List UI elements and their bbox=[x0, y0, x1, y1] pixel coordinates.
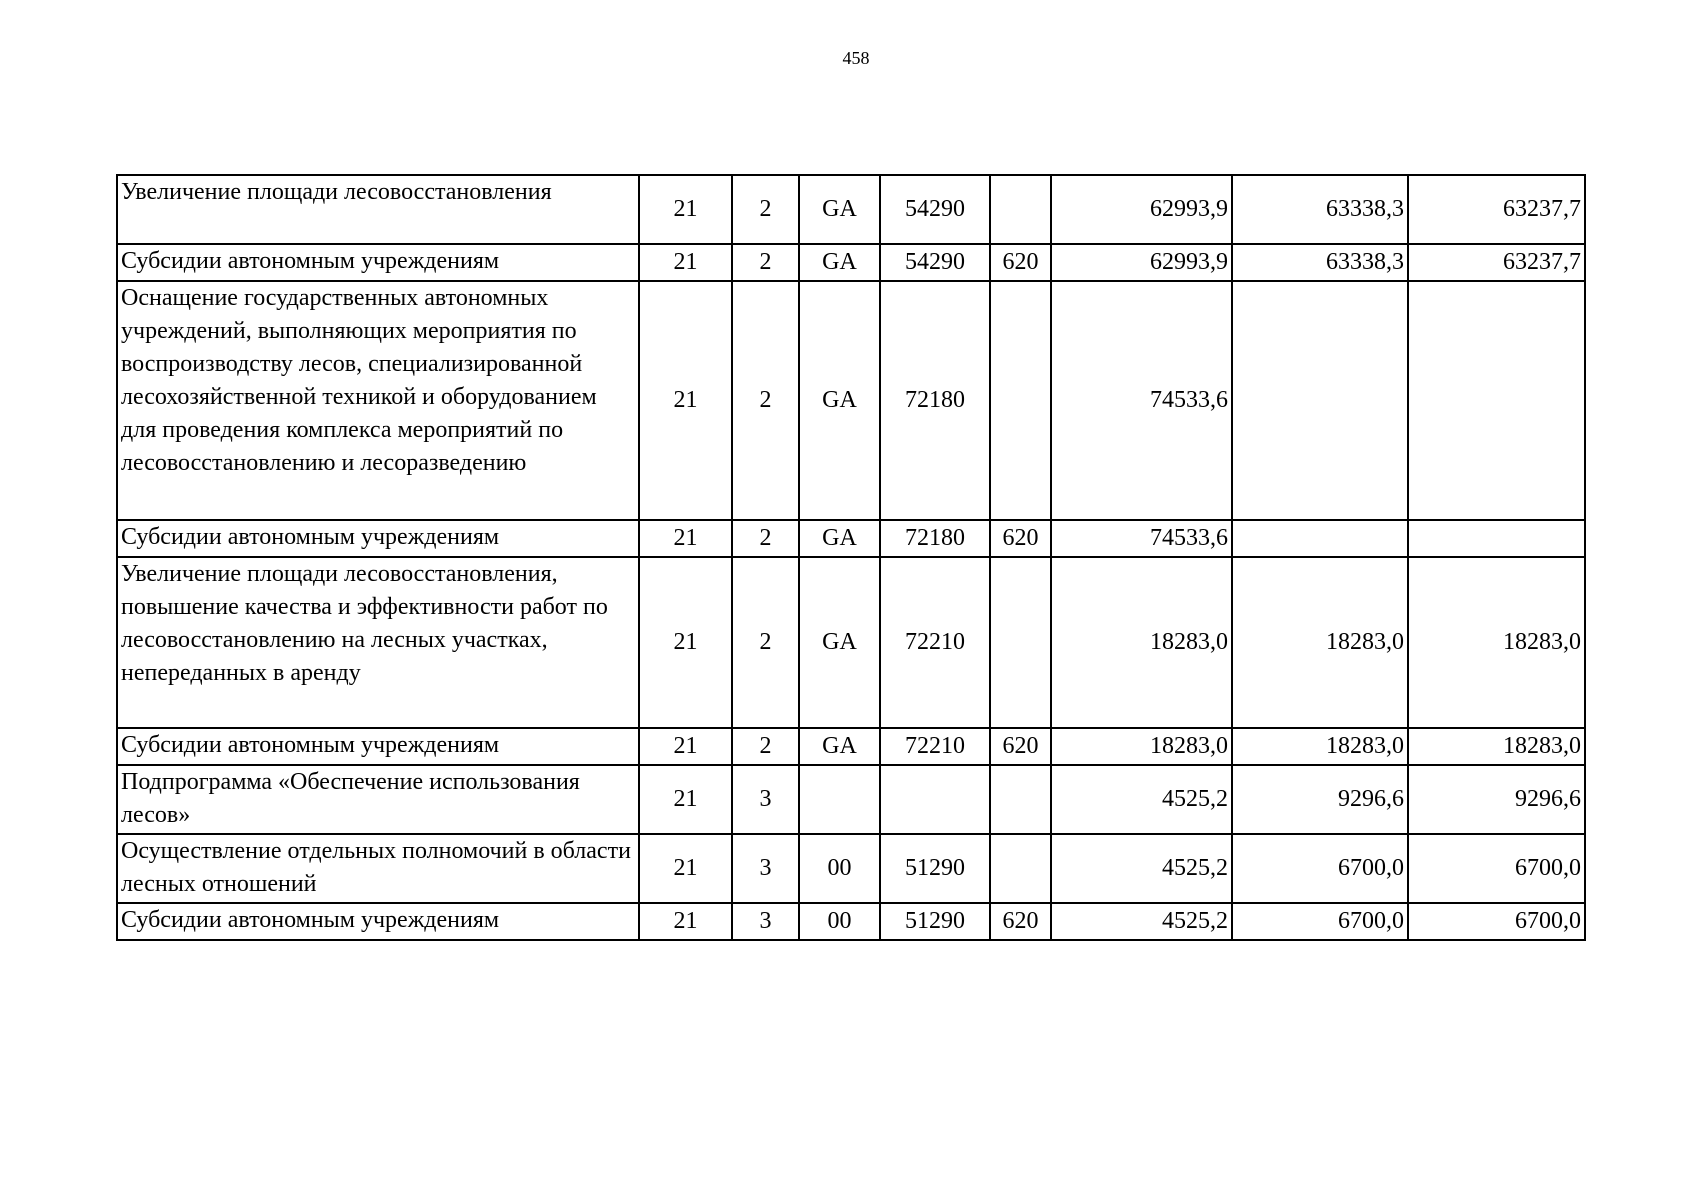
table-row bbox=[117, 244, 1585, 281]
code-cell: 2 bbox=[732, 728, 799, 765]
code-cell: 2 bbox=[732, 175, 799, 244]
code-cell: 21 bbox=[639, 557, 732, 728]
amount-cell: 18283,0 bbox=[1408, 557, 1585, 728]
code-cell: 72180 bbox=[880, 281, 990, 520]
code-cell bbox=[880, 765, 990, 834]
amount-cell: 74533,6 bbox=[1051, 520, 1232, 557]
code-cell: 21 bbox=[639, 244, 732, 281]
code-cell: 620 bbox=[990, 728, 1051, 765]
code-cell: 21 bbox=[639, 765, 732, 834]
code-cell: GA bbox=[799, 281, 880, 520]
row-description: Субсидии автономным учреждениям bbox=[117, 520, 639, 557]
code-cell: 54290 bbox=[880, 244, 990, 281]
amount-cell bbox=[1232, 520, 1408, 557]
row-description: Осуществление отдельных полномочий в области лесных отношений bbox=[117, 834, 639, 903]
table-row bbox=[117, 765, 1585, 834]
amount-cell: 18283,0 bbox=[1232, 557, 1408, 728]
code-cell: 21 bbox=[639, 834, 732, 903]
code-cell: 3 bbox=[732, 765, 799, 834]
code-cell: 72210 bbox=[880, 728, 990, 765]
amount-cell: 18283,0 bbox=[1232, 728, 1408, 765]
code-cell bbox=[990, 281, 1051, 520]
budget-table bbox=[116, 174, 1586, 941]
code-cell: 51290 bbox=[880, 834, 990, 903]
code-cell: 72210 bbox=[880, 557, 990, 728]
code-cell: GA bbox=[799, 728, 880, 765]
amount-cell: 18283,0 bbox=[1051, 728, 1232, 765]
amount-cell bbox=[1408, 281, 1585, 520]
code-cell: GA bbox=[799, 520, 880, 557]
code-cell: 72180 bbox=[880, 520, 990, 557]
code-cell: 3 bbox=[732, 834, 799, 903]
amount-cell bbox=[1232, 281, 1408, 520]
table-row bbox=[117, 281, 1585, 520]
amount-cell bbox=[1408, 520, 1585, 557]
table-row bbox=[117, 175, 1585, 244]
amount-cell: 6700,0 bbox=[1232, 834, 1408, 903]
code-cell bbox=[990, 175, 1051, 244]
amount-cell: 9296,6 bbox=[1408, 765, 1585, 834]
code-cell: GA bbox=[799, 244, 880, 281]
code-cell: 620 bbox=[990, 244, 1051, 281]
code-cell: 3 bbox=[732, 903, 799, 940]
amount-cell: 62993,9 bbox=[1051, 244, 1232, 281]
row-description: Оснащение государственных автономных учреждений, выполняющих мероприятия по воспроизводству лесов, специализированной лесохозяйственной техникой и оборудованием для проведения комплекса мероприятий по лесовосстановлению и лесоразведению bbox=[117, 281, 639, 520]
code-cell bbox=[990, 765, 1051, 834]
amount-cell: 18283,0 bbox=[1051, 557, 1232, 728]
code-cell bbox=[799, 765, 880, 834]
amount-cell: 63237,7 bbox=[1408, 244, 1585, 281]
page-number: 458 bbox=[842, 48, 870, 68]
code-cell: 2 bbox=[732, 520, 799, 557]
code-cell: 21 bbox=[639, 728, 732, 765]
amount-cell: 63237,7 bbox=[1408, 175, 1585, 244]
code-cell bbox=[990, 557, 1051, 728]
code-cell: GA bbox=[799, 557, 880, 728]
amount-cell: 4525,2 bbox=[1051, 765, 1232, 834]
code-cell: 00 bbox=[799, 903, 880, 940]
amount-cell: 4525,2 bbox=[1051, 903, 1232, 940]
code-cell: GA bbox=[799, 175, 880, 244]
table-row bbox=[117, 557, 1585, 728]
row-description: Подпрограмма «Обеспечение использования лесов» bbox=[117, 765, 639, 834]
row-description: Увеличение площади лесовосстановления bbox=[117, 175, 639, 244]
code-cell: 21 bbox=[639, 281, 732, 520]
code-cell: 00 bbox=[799, 834, 880, 903]
code-cell: 2 bbox=[732, 281, 799, 520]
amount-cell: 63338,3 bbox=[1232, 175, 1408, 244]
amount-cell: 9296,6 bbox=[1232, 765, 1408, 834]
code-cell: 21 bbox=[639, 520, 732, 557]
row-description: Субсидии автономным учреждениям bbox=[117, 244, 639, 281]
amount-cell: 6700,0 bbox=[1408, 903, 1585, 940]
amount-cell: 62993,9 bbox=[1051, 175, 1232, 244]
row-description: Субсидии автономным учреждениям bbox=[117, 728, 639, 765]
table-row bbox=[117, 834, 1585, 903]
code-cell bbox=[990, 834, 1051, 903]
code-cell: 21 bbox=[639, 903, 732, 940]
code-cell: 620 bbox=[990, 520, 1051, 557]
code-cell: 2 bbox=[732, 557, 799, 728]
amount-cell: 6700,0 bbox=[1408, 834, 1585, 903]
amount-cell: 18283,0 bbox=[1408, 728, 1585, 765]
amount-cell: 74533,6 bbox=[1051, 281, 1232, 520]
code-cell: 54290 bbox=[880, 175, 990, 244]
code-cell: 2 bbox=[732, 244, 799, 281]
amount-cell: 63338,3 bbox=[1232, 244, 1408, 281]
code-cell: 21 bbox=[639, 175, 732, 244]
code-cell: 51290 bbox=[880, 903, 990, 940]
row-description: Субсидии автономным учреждениям bbox=[117, 903, 639, 940]
table-row bbox=[117, 903, 1585, 940]
row-description: Увеличение площади лесовосстановления, повышение качества и эффективности работ по лесовосстановлению на лесных участках, непереданных в аренду bbox=[117, 557, 639, 728]
table-row bbox=[117, 728, 1585, 765]
table-row bbox=[117, 520, 1585, 557]
code-cell: 620 bbox=[990, 903, 1051, 940]
amount-cell: 6700,0 bbox=[1232, 903, 1408, 940]
amount-cell: 4525,2 bbox=[1051, 834, 1232, 903]
